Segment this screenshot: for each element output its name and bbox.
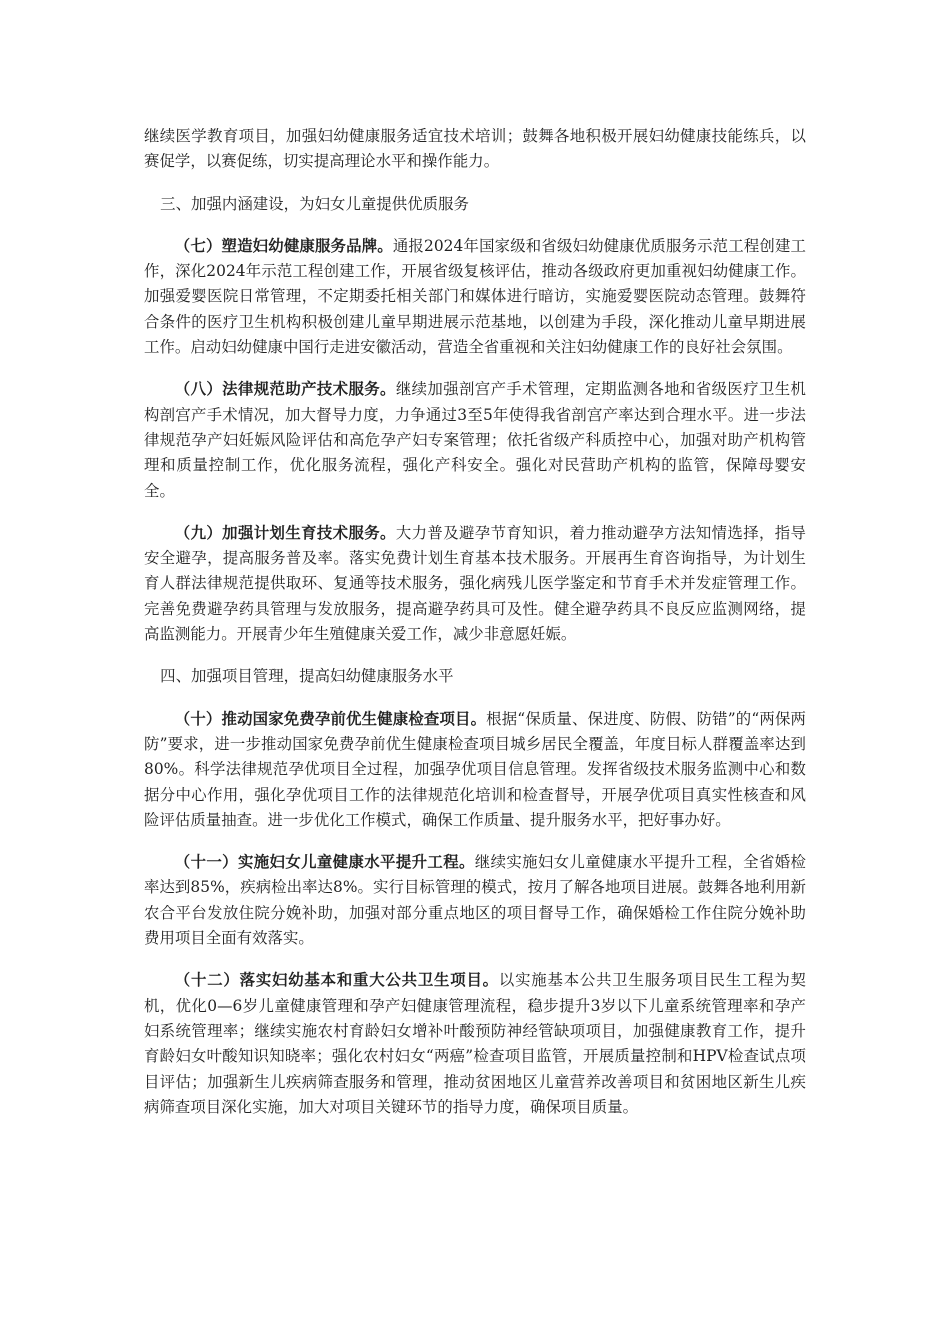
- item-9-heading: （九）加强计划生育技术服务。: [174, 523, 396, 542]
- paragraph-item-9: [144, 521, 806, 647]
- item-10-heading: （十）推动国家免费孕前优生健康检查项目。: [174, 709, 487, 728]
- section-heading-3: 三、加强内涵建设，为妇女儿童提供优质服务: [160, 194, 469, 213]
- item-7-body: 通报2024年国家级和省级妇幼健康优质服务示范工程创建工作，深化2024年示范工程创建工作，开展省级复核评估，推动各级政府更加重视妇幼健康工作。加强爱婴医院日常管理，不定期委托相关部门和媒体进行暗访，实施爱婴医院动态管理。鼓舞符合条件的医疗卫生机构积极创建儿童早期进展示范基地，以创建为手段，深化推动儿童早期进展工作。启动妇幼健康中国行走进安徽活动，营造全省重视和关注妇幼健康工作的良好社会氛围。: [144, 236, 806, 357]
- continuation-paragraph: 继续医学教育项目，加强妇幼健康服务适宜技术培训；鼓舞各地积极开展妇幼健康技能练兵，以赛促学，以赛促练，切实提高理论水平和操作能力。: [144, 127, 806, 171]
- item-11-heading: （十一）实施妇女儿童健康水平提升工程。: [174, 853, 475, 872]
- paragraph-item-11: [144, 850, 806, 951]
- item-12-heading: （十二）落实妇幼基本和重大公共卫生项目。: [174, 971, 499, 990]
- item-8-heading: （八）法律规范助产技术服务。: [174, 380, 396, 399]
- item-10-body: 根据“保质量、保进度、防假、防错”的“两保两防”要求，进一步推动国家免费孕前优生健康检查项目城乡居民全覆盖，年度目标人群覆盖率达到80%。科学法律规范孕优项目全过程，加强孕优项目信息管理。发挥省级技术服务监测中心和数据分中心作用，强化孕优项目工作的法律规范化培训和检查督导，开展孕优项目真实性核查和风险评估质量抽查。进一步优化工作模式，确保工作质量、提升服务水平，把好事办好。: [144, 709, 806, 829]
- item-11-body: 继续实施妇女儿童健康水平提升工程，全省婚检率达到85%，疾病检出率达8%。实行目标管理的模式，按月了解各地项目进展。鼓舞各地利用新农合平台发放住院分娩补助，加强对部分重点地区的项目督导工作，确保婚检工作住院分娩补助费用项目全面有效落实。: [144, 853, 806, 948]
- item-9-body: 大力普及避孕节育知识，着力推动避孕方法知情选择，指导安全避孕，提高服务普及率。落实免费计划生育基本技术服务。开展再生育咨询指导，为计划生育人群法律规范提供取环、复通等技术服务，强化病残儿医学鉴定和节育手术并发症管理工作。完善免费避孕药具管理与发放服务，提高避孕药具可及性。健全避孕药具不良反应监测网络，提高监测能力。开展青少年生殖健康关爱工作，减少非意愿妊娠。: [144, 523, 806, 644]
- item-12-body: 以实施基本公共卫生服务项目民生工程为契机，优化0—6岁儿童健康管理和孕产妇健康管理流程，稳步提升3岁以下儿童系统管理率和孕产妇系统管理率；继续实施农村育龄妇女增补叶酸预防神经管缺项项目，加强健康教育工作，提升育龄妇女叶酸知识知晓率；强化农村妇女“两癌”检查项目监管，开展质量控制和HPV检查试点项目评估；加强新生儿疾病筛查服务和管理，推动贫困地区儿童营养改善项目和贫困地区新生儿疾病筛查项目深化实施，加大对项目关键环节的指导力度，确保项目质量。: [144, 971, 806, 1116]
- document-page: [144, 124, 806, 1137]
- paragraph-item-12: [144, 968, 806, 1120]
- section-heading-4: 四、加强项目管理，提高妇幼健康服务水平: [160, 667, 454, 686]
- paragraph-item-7: [144, 234, 806, 360]
- paragraph-item-10: [144, 707, 806, 833]
- item-8-body: 继续加强剖宫产手术管理，定期监测各地和省级医疗卫生机构剖宫产手术情况，加大督导力度，力争通过3至5年使得我省剖宫产率达到合理水平。进一步法律规范孕产妇妊娠风险评估和高危孕产妇专案管理；依托省级产科质控中心，加强对助产机构管理和质量控制工作，优化服务流程，强化产科安全。强化对民营助产机构的监管，保障母婴安全。: [144, 380, 806, 500]
- item-7-heading: （七）塑造妇幼健康服务品牌。: [174, 236, 393, 255]
- paragraph-item-8: [144, 377, 806, 503]
